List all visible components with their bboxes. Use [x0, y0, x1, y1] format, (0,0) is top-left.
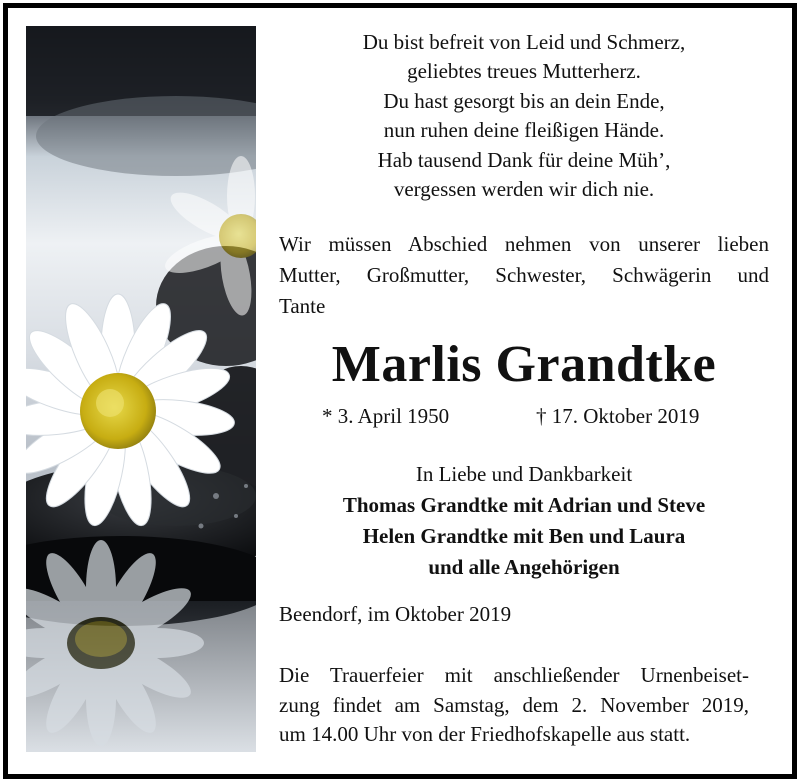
mourners-intro: In Liebe und Dankbarkeit	[415, 462, 633, 486]
farewell-intro	[279, 229, 769, 322]
intro-line: Mutter, Großmutter, Schwester, Schwägerin und	[279, 263, 769, 287]
poem-line: Du hast gesorgt bis an dein Ende,	[383, 88, 665, 113]
poem-line: nun ruhen deine fleißigen Hände.	[383, 118, 665, 143]
poem-line: vergessen werden wir dich nie.	[393, 177, 655, 202]
poem	[274, 28, 774, 204]
notice-line: um 14.00 Uhr von der Friedhofskapelle aus statt.	[279, 722, 691, 746]
intro-line: Tante	[279, 294, 326, 318]
place-date: Beendorf, im Oktober 2019	[279, 602, 512, 626]
birth-date: * 3. April 1950	[322, 404, 450, 428]
mourners	[274, 459, 774, 583]
mourner-line: und alle Angehörigen	[428, 555, 620, 579]
notice-line: Die Trauerfeier mit anschließender Urnenbeiset-	[279, 663, 749, 687]
poem-line: geliebtes treues Mutterherz.	[407, 59, 641, 84]
death-date: † 17. Oktober 2019	[536, 404, 700, 428]
mourner-line: Helen Grandtke mit Ben und Laura	[362, 524, 686, 548]
poem-line: Hab tausend Dank für deine Müh’,	[377, 147, 671, 172]
deceased-name: Marlis Grandtke	[331, 336, 717, 393]
intro-line: Wir müssen Abschied nehmen von unserer lieben	[279, 232, 769, 256]
notice-line: zung findet am Samstag, dem 2. November 2019,	[279, 692, 749, 717]
mourner-line: Thomas Grandtke mit Adrian und Steve	[342, 493, 706, 517]
funeral-notice	[279, 661, 749, 750]
poem-line: Du bist befreit von Leid und Schmerz,	[362, 30, 686, 54]
daisy-photo	[26, 26, 256, 752]
